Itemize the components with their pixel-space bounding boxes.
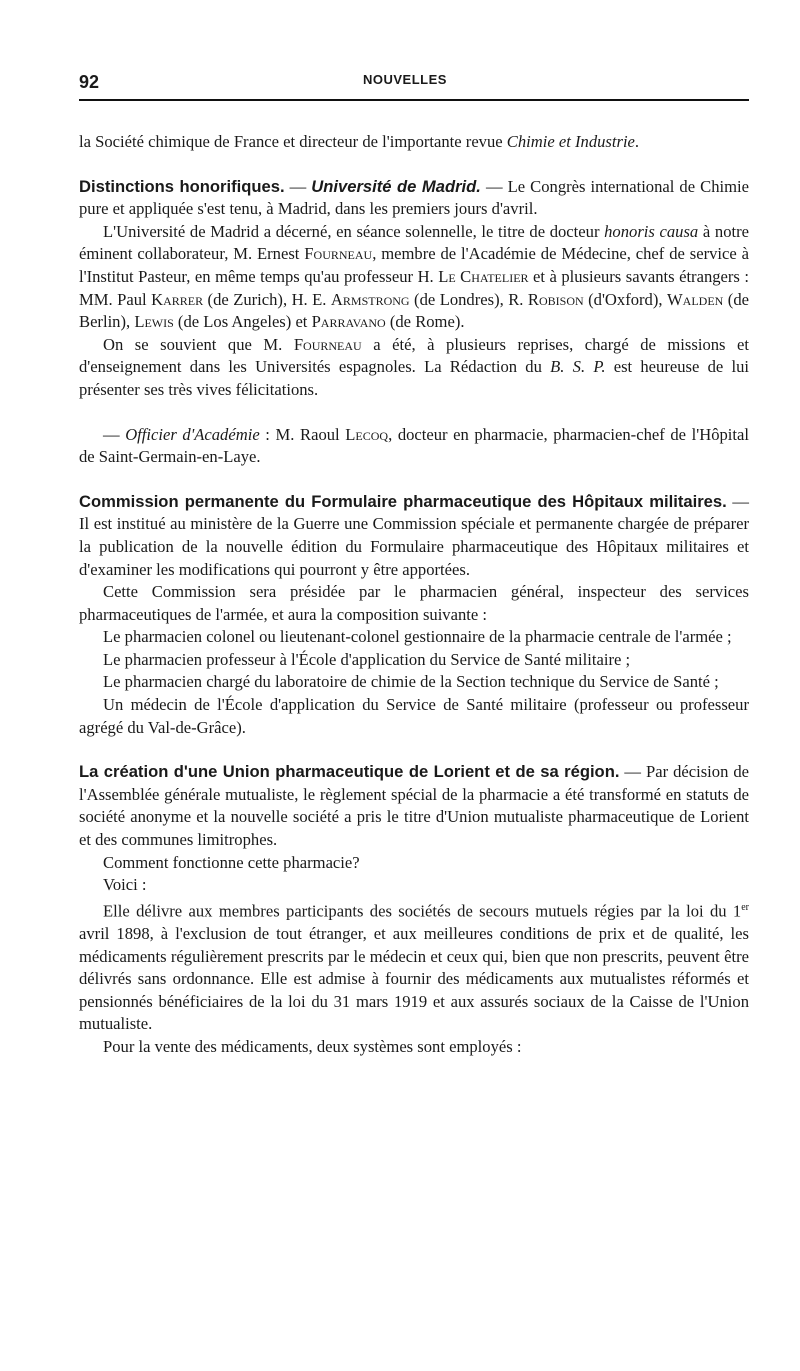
text-run: (d'Oxford),: [583, 289, 667, 309]
list-item: Un médecin de l'École d'application du Service de Santé militaire (professeur ou professeur agrégé du Val-de-Grâce).: [79, 695, 749, 737]
page-header: [79, 72, 749, 101]
superscript: er: [741, 901, 749, 913]
text-run: , membre de l'Académie de Médecine, chef de service à l'Institut Pasteur, en même temps qu'au professeur H.: [79, 244, 749, 286]
person-name: Lewis: [134, 312, 174, 332]
paragraph-delivery: [79, 897, 749, 1036]
text-run: — Par décision de l'Assemblée générale mutualiste, le règlement spécial de la pharmacie a été transformé en statuts de société anonyme et la nouvelle société a pris le titre d'Union mutualiste pharmaceutique de Lorient et des communes limitrophes.: [79, 762, 749, 850]
section-heading: Distinctions honorifiques.: [79, 176, 285, 196]
person-name: Robison: [527, 289, 584, 309]
person-name: Armstrong: [330, 289, 410, 309]
text-run: L'Université de Madrid a décerné, en séance solennelle, le titre de docteur: [103, 221, 605, 241]
paragraph-madrid: [79, 221, 749, 334]
paragraph-question: Comment fonctionne cette pharmacie?: [103, 852, 360, 872]
person-name: Le Chatelier: [438, 266, 529, 286]
text-run: (de Zurich), H. E.: [203, 289, 331, 309]
text-run: —: [284, 176, 312, 196]
article-body: [79, 131, 749, 1059]
section-heading: Commission permanente du Formulaire pharmaceutique des Hôpitaux militaires.: [79, 491, 727, 511]
section-distinctions: [79, 176, 749, 221]
latin-phrase: honoris causa: [604, 221, 699, 241]
text-run: —: [103, 424, 126, 444]
running-title: NOUVELLES: [363, 72, 447, 87]
text-run: Elle délivre aux membres participants des sociétés de secours mutuels régies par la loi du 1: [103, 901, 742, 921]
person-name: Fourneau: [304, 244, 373, 264]
text-run: — Le Congrès international de Chimie pure et appliquée s'est tenu, à Madrid, dans les premiers jours d'avril.: [79, 176, 749, 219]
list-item: Le pharmacien chargé du laboratoire de chimie de la Section technique du Service de Santé ;: [103, 672, 719, 692]
text-run: : M. Raoul: [259, 424, 346, 444]
paragraph-voici: Voici :: [103, 875, 147, 895]
page-number: 92: [79, 72, 100, 92]
text-run: (de Berlin),: [79, 289, 749, 332]
paragraph-sales: Pour la vente des médicaments, deux systèmes sont employés :: [103, 1036, 522, 1056]
list-item: Le pharmacien professeur à l'École d'application du Service de Santé militaire ;: [103, 649, 631, 669]
text-run: On se souvient que M.: [103, 334, 294, 354]
section-commission: [79, 491, 749, 581]
text-run: .: [634, 132, 640, 151]
text-run: (de Los Angeles) et: [173, 312, 312, 332]
person-name: Fourneau: [293, 334, 362, 354]
list-item: Le pharmacien colonel ou lieutenant-colonel gestionnaire de la pharmacie centrale de l'armée ;: [103, 627, 732, 647]
text-run: (de Londres), R.: [409, 289, 528, 309]
text-run: et à plusieurs savants étrangers : MM. Paul: [79, 266, 749, 309]
text-run: à notre éminent collaborateur, M. Ernest: [79, 221, 749, 264]
text-run: avril 1898, à l'exclusion de tout étranger, et aux meilleures conditions de prix et de qualité, les médicaments régulièrement prescrits par le médecin et ceux qui, bien que non prescrits, peuvent être délivrés sans ordonnance. Elle est admise à fournir des médicaments aux mutualistes réformés et pensionnés bénéficiaires de la loi du 31 mars 1919 et aux assurés sociaux de la Caisse de l'Union mutualiste.: [79, 923, 749, 1034]
section-heading: La création d'une Union pharmaceutique de Lorient et de sa région.: [79, 762, 620, 782]
paragraph-fourneau: [79, 334, 749, 402]
distinction-title: Officier d'Académie: [125, 424, 260, 444]
section-union-lorient: [79, 761, 749, 851]
paragraph-officier: [79, 424, 749, 469]
person-name: Parravano: [311, 312, 386, 332]
person-name: Lecoq: [345, 424, 389, 444]
text-run: la Société chimique de France et directeur de l'importante revue: [79, 132, 507, 151]
paragraph-continuation: [79, 131, 749, 154]
text-run: est heureuse de lui présenter ses très vives félicitations.: [79, 357, 749, 399]
person-name: Walden: [667, 289, 724, 309]
journal-abbreviation: B. S. P.: [550, 357, 606, 377]
person-name: Karrer: [151, 289, 204, 309]
text-run: — Il est institué au ministère de la Guerre une Commission spéciale et permanente chargée de préparer la publication de la nouvelle édition du Formulaire pharmaceutique des Hôpitaux militaires et d'examiner les modifications qui pourront y être apportées.: [79, 491, 749, 579]
subheading-place: Université de Madrid.: [311, 176, 481, 196]
text-run: (de Rome).: [385, 312, 465, 332]
journal-title: Chimie et Industrie: [506, 132, 635, 151]
text-run: a été, à plusieurs reprises, chargé de missions et d'enseignement dans les Universités espagnoles. La Rédaction du: [79, 334, 749, 377]
text-run: , docteur en pharmacie, pharmacien-chef de l'Hôpital de Saint-Germain-en-Laye.: [79, 424, 749, 467]
paragraph-composition: Cette Commission sera présidée par le pharmacien général, inspecteur des services pharmaceutiques de l'armée, et aura la composition suivante :: [79, 582, 749, 624]
